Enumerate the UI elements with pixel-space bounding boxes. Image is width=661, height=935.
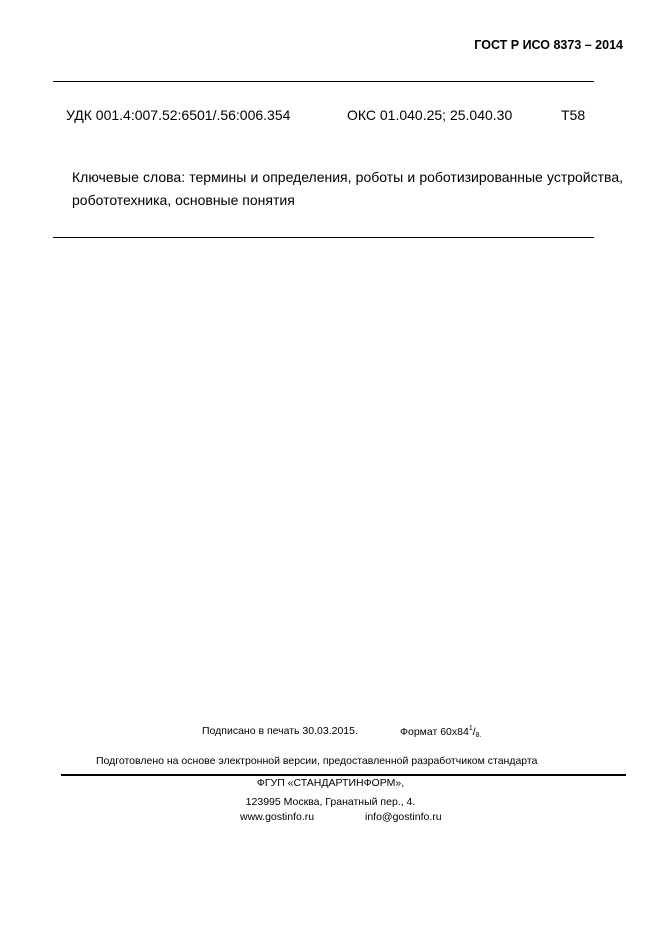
keywords-divider	[53, 237, 594, 238]
standard-code: ГОСТ Р ИСО 8373 – 2014	[474, 38, 623, 52]
imprint-divider	[61, 774, 626, 776]
format-separator: /	[472, 726, 476, 738]
keywords-paragraph: Ключевые слова: термины и определения, роботы и роботизированные устройства, робототехника, основные понятия	[72, 169, 623, 208]
publisher-address: 123995 Москва, Гранатный пер., 4.	[245, 796, 416, 808]
publisher-name: ФГУП «СТАНДАРТИНФОРМ»,	[256, 777, 405, 789]
format-denominator: 8.	[475, 732, 482, 739]
format-prefix: Формат 60х84	[400, 726, 469, 738]
email-link[interactable]: info@gostinfo.ru	[365, 811, 442, 823]
oks-code: ОКС 01.040.25; 25.040.30	[347, 107, 513, 123]
paper-format	[400, 725, 482, 739]
format-numerator: 1	[468, 725, 473, 732]
udk-code: УДК 001.4:007.52:6501/.56:006.354	[66, 107, 291, 123]
website-link[interactable]: www.gostinfo.ru	[240, 811, 315, 823]
prepared-note: Подготовлено на основе электронной версии, предоставленной разработчиком стандарта	[96, 755, 538, 767]
top-divider	[53, 81, 594, 82]
signed-date: Подписано в печать 30.03.2015.	[202, 725, 358, 737]
class-code: Т58	[561, 107, 586, 123]
